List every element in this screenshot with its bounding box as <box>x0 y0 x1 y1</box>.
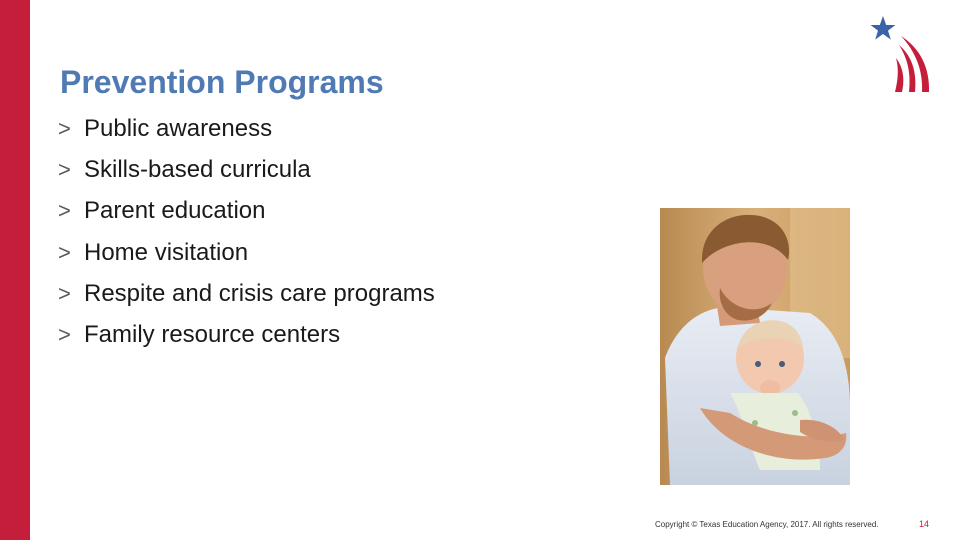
chevron-right-icon: > <box>58 280 71 306</box>
chevron-right-icon: > <box>58 322 71 348</box>
bullet-text: Skills-based curricula <box>84 155 311 183</box>
list-item <box>58 149 435 190</box>
left-accent-bar <box>0 0 30 540</box>
bullet-text: Home visitation <box>84 238 249 266</box>
star-swoosh-logo <box>868 14 934 96</box>
bullet-text: Respite and crisis care programs <box>84 279 435 307</box>
chevron-right-icon: > <box>58 156 71 182</box>
bullet-text: Family resource centers <box>84 321 341 349</box>
swoosh-inner <box>895 58 903 92</box>
bullet-text: Parent education <box>84 197 266 225</box>
list-item <box>58 273 435 314</box>
chevron-right-icon: > <box>58 239 71 265</box>
slide-title: Prevention Programs <box>60 64 384 100</box>
chevron-right-icon: > <box>58 198 71 224</box>
photo-father-kissing-baby <box>660 208 850 485</box>
list-item <box>58 314 435 355</box>
bullet-text: Public awareness <box>84 114 273 142</box>
chevron-right-icon: > <box>58 115 71 141</box>
star-icon <box>871 16 896 40</box>
list-item <box>58 191 435 232</box>
footer-copyright: Copyright © Texas Education Agency, 2017. All rights reserved. <box>655 520 879 529</box>
list-item <box>58 108 435 149</box>
bullet-list <box>58 108 435 356</box>
page-number: 14 <box>919 519 930 529</box>
list-item <box>58 232 435 273</box>
